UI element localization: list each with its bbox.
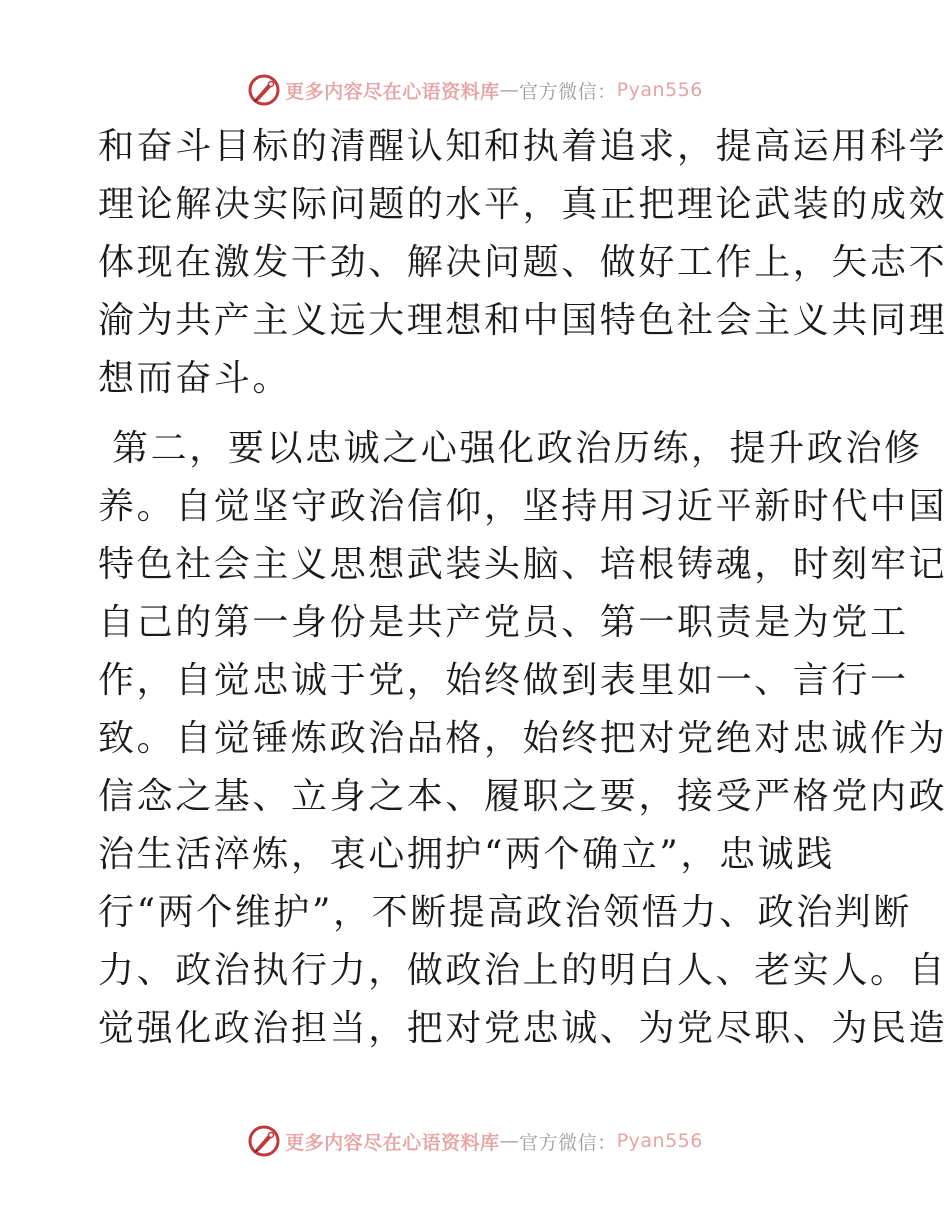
- text-line: 理论解决实际问题的水平，真正把理论武装的成效: [98, 184, 948, 225]
- footer-text: 更多内容尽在心语资料库: [285, 1131, 500, 1154]
- footer-wechat-label: 官方微信：: [519, 1131, 617, 1154]
- footer-banner: [0, 1121, 950, 1161]
- text-line: 治生活淬炼，衷心拥护“两个确立”，忠诚践: [98, 834, 835, 875]
- text-line: 养。自觉坚守政治信仰，坚持用习近平新时代中国: [98, 486, 948, 527]
- text-line: 和奋斗目标的清醒认知和执着追求，提高运用科学: [98, 126, 948, 167]
- text-line: 觉强化政治担当，把对党忠诚、为党尽职、为民造: [98, 1008, 948, 1049]
- brush-pen-logo-icon: [247, 1124, 281, 1158]
- footer-dash: —: [499, 1130, 520, 1152]
- text-line: 想而奋斗。: [98, 358, 292, 399]
- header-text: 更多内容尽在心语资料库: [285, 80, 500, 103]
- paragraph-start-line: 第二，要以忠诚之心强化政治历练，提升政治修: [98, 428, 923, 469]
- header-wechat-label: 官方微信：: [519, 80, 617, 103]
- footer-wechat-id: Pyan556: [616, 1130, 703, 1152]
- text-line: 特色社会主义思想武装头脑、培根铸魂，时刻牢记: [98, 544, 948, 585]
- text-line: 力、政治执行力，做政治上的明白人、老实人。自: [98, 950, 948, 991]
- text-line: 渝为共产主义远大理想和中国特色社会主义共同理: [98, 300, 948, 341]
- header-dash: —: [499, 79, 520, 101]
- text-line: 体现在激发干劲、解决问题、做好工作上，矢志不: [98, 242, 948, 283]
- text-line: 信念之基、立身之本、履职之要，接受严格党内政: [98, 776, 948, 817]
- header-banner: [0, 70, 950, 110]
- text-line: 行“两个维护”，不断提高政治领悟力、政治判断: [98, 892, 913, 933]
- text-line: 致。自觉锤炼政治品格，始终把对党绝对忠诚作为: [98, 718, 948, 759]
- text-line: 自己的第一身份是共产党员、第一职责是为党工: [98, 602, 909, 643]
- header-wechat-id: Pyan556: [616, 79, 703, 101]
- brush-pen-logo-icon: [247, 73, 281, 107]
- text-line: 作，自觉忠诚于党，始终做到表里如一、言行一: [98, 660, 909, 701]
